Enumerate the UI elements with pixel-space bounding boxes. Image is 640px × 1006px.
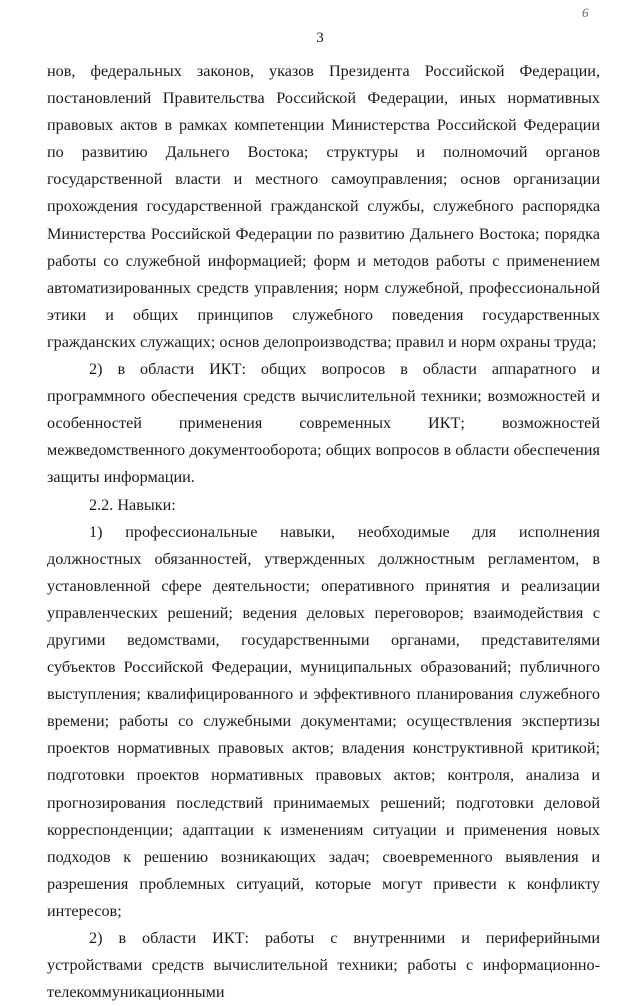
document-body (47, 58, 600, 1006)
paragraph-ict-knowledge: 2) в области ИКТ: общих вопросов в области аппаратного и программного обеспечения средств вычислительной техники; возможностей и особенностей применения современных ИКТ; возможностей межведомственного документооборота; общих вопросов в области обеспечения защиты информации. (47, 360, 600, 487)
paragraph-ict-skills: 2) в области ИКТ: работы с внутренними и периферийными устройствами средств вычислительной техники; работы с информационно-телекоммуникационными (47, 929, 600, 1002)
paragraph-knowledge-continuation: нов, федеральных законов, указов Президента Российской Федерации, постановлений Правительства Российской Федерации, иных нормативных правовых актов в рамках компетенции Министерства Российской Федерации по развитию Дальнего Востока; структуры и полномочий органов государственной власти и местного самоуправления; основ организации прохождения государственной гражданской службы, служебного распорядка Министерства Российской Федерации по развитию Дальнего Востока; порядка работы со служебной информацией; форм и методов работы с применением автоматизированных средств управления; норм служебной, профессиональной этики и общих принципов служебного поведения государственных гражданских служащих; основ делопроизводства; правил и норм охраны труда; (47, 62, 600, 351)
section-heading-skills: 2.2. Навыки: (89, 495, 176, 514)
handwritten-page-mark: 6 (582, 5, 589, 20)
paragraph-professional-skills: 1) профессиональные навыки, необходимые для исполнения должностных обязанностей, утвержденных должностным регламентом, в установленной сфере деятельности; оперативного принятия и реализации управленческих решений; ведения деловых переговоров; взаимодействия с другими ведомствами, государственными органами, представителями субъектов Российской Федерации, муниципальных образований; публичного выступления; квалифицированного и эффективного планирования служебного времени; работы со служебными документами; осуществления экспертизы проектов нормативных правовых актов; владения конструктивной критикой; подготовки проектов нормативных правовых актов; контроля, анализа и прогнозирования последствий принимаемых решений; подготовки деловой корреспонденции; адаптации к изменениям ситуации и применения новых подходов к решению возникающих задач; своевременного выявления и разрешения проблемных ситуаций, которые могут привести к конфликту интересов; (47, 522, 600, 920)
page-number: 3 (316, 30, 324, 46)
